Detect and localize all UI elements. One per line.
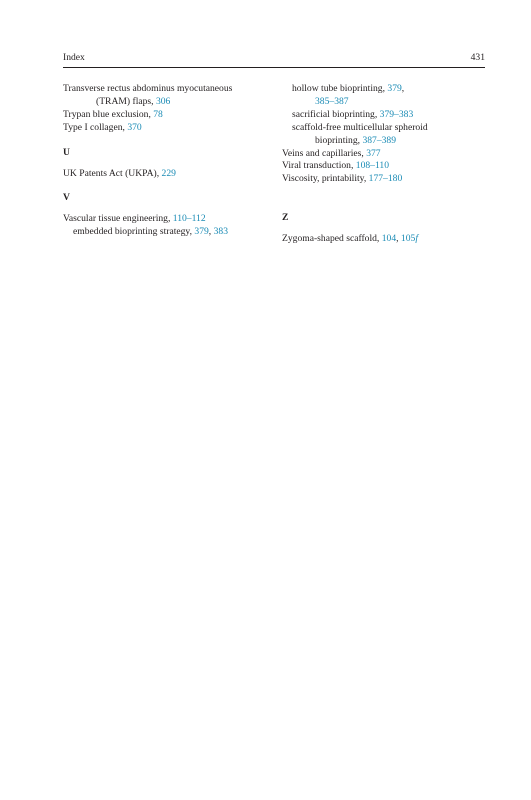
entry-term: Viral transduction, [282, 160, 356, 172]
page-link[interactable]: 177–180 [368, 173, 403, 185]
entry-term: scaffold-free multicellular spheroid [292, 121, 428, 133]
page-link[interactable]: 306 [155, 95, 171, 107]
page-link[interactable]: 379–383 [379, 108, 414, 120]
index-entry [282, 148, 485, 161]
index-entry [282, 233, 485, 246]
index-entry-continuation [63, 96, 268, 109]
index-column-left [63, 83, 268, 239]
entry-term: Zygoma-shaped scaffold, [282, 233, 382, 245]
page-link[interactable]: 108–110 [355, 160, 389, 172]
index-entry [282, 160, 485, 173]
index-entry [63, 83, 268, 96]
entry-term: Trypan blue exclusion, [63, 108, 154, 120]
section-letter-v: V [63, 192, 70, 204]
entry-term: Vascular tissue engineering, [63, 213, 173, 225]
entry-term: embedded bioprinting strategy, [73, 226, 195, 238]
entry-term: Viscosity, printability, [282, 173, 369, 185]
index-column-right [282, 83, 485, 246]
entry-term: sacrificial bioprinting, [292, 108, 380, 120]
index-subentry-continuation [282, 96, 485, 109]
index-entry [63, 122, 268, 135]
page-link[interactable]: 387–389 [362, 134, 397, 146]
index-entry [63, 168, 268, 181]
entry-term: bioprinting, [315, 134, 363, 146]
page-link[interactable]: 385–387 [315, 95, 349, 107]
page-link[interactable]: 379 [194, 226, 209, 238]
index-subentry-continuation [282, 135, 485, 148]
index-entry [63, 109, 268, 122]
entry-term: UK Patents Act (UKPA), [63, 167, 162, 179]
separator: , [396, 233, 401, 245]
index-subentry [63, 226, 268, 239]
entry-term: (TRAM) flaps, [96, 95, 156, 107]
index-subentry [282, 83, 485, 96]
page-link[interactable]: 104 [381, 233, 397, 245]
page-link[interactable]: 78 [153, 108, 163, 120]
page-link[interactable]: 377 [366, 147, 381, 159]
index-entry [63, 213, 268, 226]
figure-suffix: f [415, 233, 418, 245]
section-letter-z: Z [282, 212, 289, 224]
header-rule [63, 67, 485, 68]
section-letter-u: U [63, 146, 70, 158]
entry-term: Veins and capillaries, [282, 147, 367, 159]
index-subentry [282, 122, 485, 135]
page-link[interactable]: 383 [213, 226, 228, 238]
entry-term: Transverse rectus abdominus myocutaneous [63, 83, 233, 94]
separator: , [208, 226, 214, 238]
page-link[interactable]: 370 [127, 121, 142, 133]
entry-term: Type I collagen, [63, 121, 128, 133]
running-head-title: Index [63, 52, 85, 63]
section-spacer [282, 186, 485, 200]
page-link-figure[interactable] [401, 233, 418, 244]
entry-term: hollow tube bioprinting, [292, 83, 388, 94]
index-entry [282, 173, 485, 186]
page-link[interactable]: 229 [161, 167, 176, 179]
page-number: 431 [470, 52, 485, 63]
index-subentry [282, 109, 485, 122]
separator: , [401, 83, 405, 94]
page-link[interactable]: 110–112 [172, 213, 206, 225]
page-number-text: 105 [400, 233, 416, 245]
page-link[interactable]: 379 [387, 83, 402, 94]
